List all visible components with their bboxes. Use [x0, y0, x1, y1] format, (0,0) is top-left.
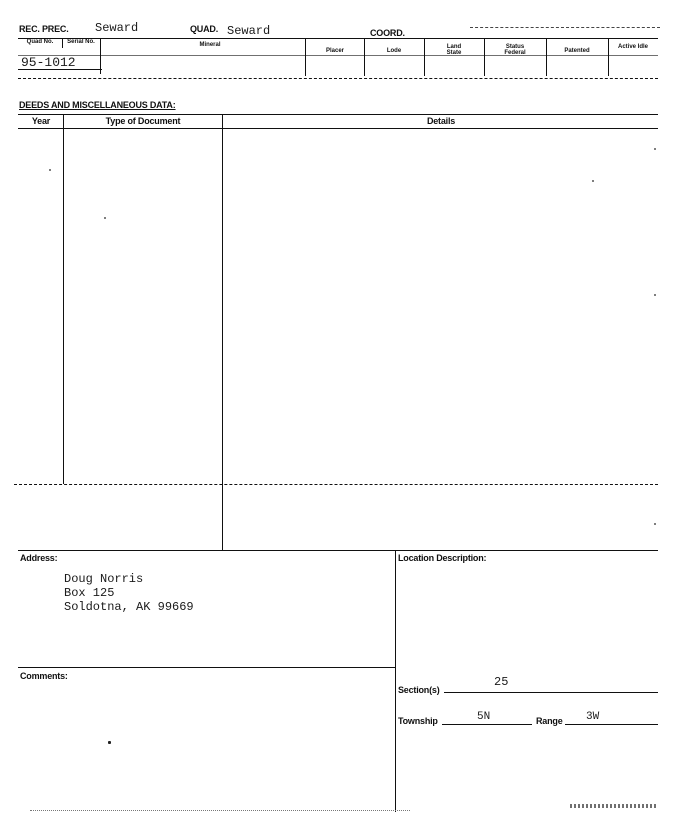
col-lode: Lode — [386, 48, 402, 54]
section-value: 25 — [494, 675, 509, 689]
bottom-vsep — [395, 550, 396, 812]
vsep-8 — [608, 38, 609, 76]
col-details: Details — [426, 116, 456, 126]
scan-speck — [654, 148, 656, 150]
col-placer: Placer — [325, 48, 344, 54]
address-line-name: Doug Norris — [64, 572, 144, 586]
range-label: Range — [536, 716, 563, 726]
range-value: 3W — [586, 711, 600, 723]
deeds-dashed-rule — [14, 484, 658, 485]
serial-underline — [18, 69, 102, 70]
scan-speck — [104, 217, 106, 219]
address-label: Address: — [20, 553, 58, 563]
header-rule — [18, 38, 658, 39]
bottom-top-rule — [18, 550, 658, 551]
col-patented: Patented — [564, 48, 590, 54]
section-underline — [444, 692, 658, 693]
vsep-6 — [484, 38, 485, 76]
col-mineral: Mineral — [199, 42, 221, 48]
range-underline — [565, 724, 658, 725]
vsep-5 — [424, 38, 425, 76]
deeds-top-rule — [18, 114, 658, 115]
comments-label: Comments: — [20, 671, 68, 681]
vsep-3 — [305, 38, 306, 76]
address-line-city: Soldotna, AK 99669 — [64, 600, 194, 614]
township-label: Township — [398, 716, 438, 726]
record-mid-rule — [18, 55, 658, 56]
address-block — [64, 572, 194, 614]
scan-speck — [654, 294, 656, 296]
rec-prec-label: REC. PREC. — [19, 24, 69, 34]
deeds-section-title: DEEDS AND MISCELLANEOUS DATA: — [19, 100, 176, 110]
scan-speck — [49, 169, 51, 171]
col-active-idle: Active Idle — [618, 44, 649, 50]
quad-value: Seward — [227, 24, 271, 38]
col-serial-no: Serial No. — [67, 39, 95, 45]
col-quad-no: Quad No. — [26, 39, 54, 45]
record-bottom-rule — [18, 78, 658, 79]
col-year: Year — [31, 116, 51, 126]
vsep-7 — [546, 38, 547, 76]
deeds-vsep-1 — [63, 114, 64, 484]
rec-prec-value: Seward — [95, 21, 139, 35]
coord-label: COORD. — [370, 28, 405, 38]
deeds-header-rule — [18, 128, 658, 129]
vsep-4 — [364, 38, 365, 76]
section-label: Section(s) — [398, 685, 440, 695]
township-value: 5N — [477, 711, 491, 723]
scan-speck — [108, 741, 111, 744]
scan-noise-bottom — [30, 810, 410, 811]
quad-label: QUAD. — [190, 24, 218, 34]
comments-top-rule — [18, 667, 395, 668]
location-description-label: Location Description: — [398, 553, 487, 563]
top-right-dash — [470, 27, 660, 28]
scan-speck — [654, 523, 656, 525]
col-type-of-document: Type of Document — [105, 116, 181, 126]
scan-noise-stamp — [570, 804, 658, 808]
address-line-box: Box 125 — [64, 586, 115, 600]
quad-serial-value: 95-1012 — [21, 55, 76, 70]
scan-speck — [592, 180, 594, 182]
col-status-federal: Status Federal — [504, 44, 526, 56]
col-land-state: Land State — [446, 44, 462, 56]
township-underline — [442, 724, 532, 725]
